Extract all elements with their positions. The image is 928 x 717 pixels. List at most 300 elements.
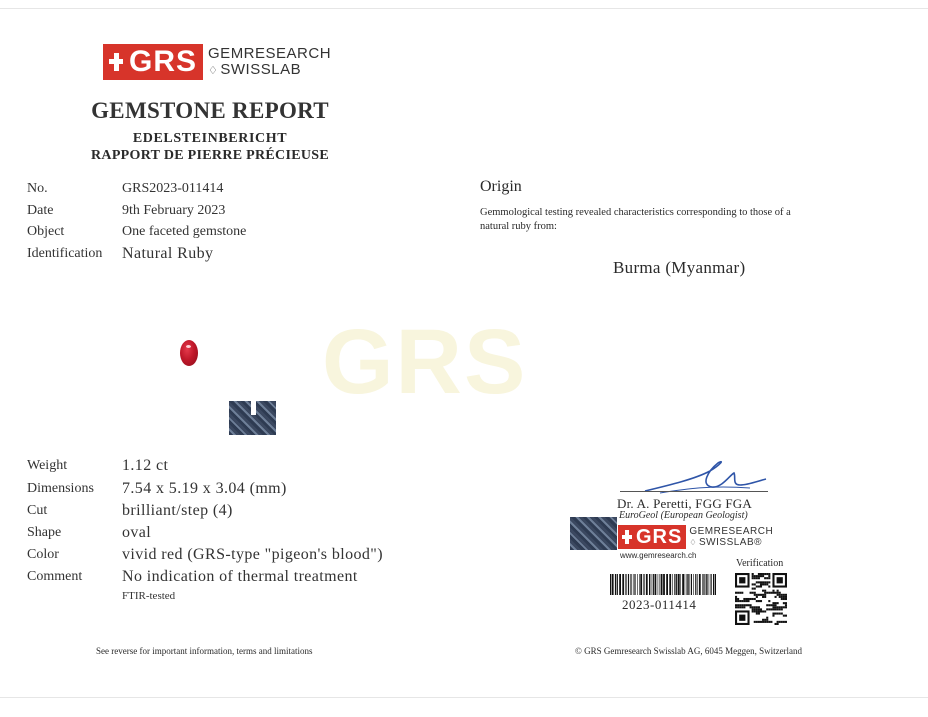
qr-module (772, 615, 774, 617)
qr-module (754, 610, 756, 612)
barcode-bar (634, 574, 635, 595)
barcode-bar (706, 574, 707, 595)
barcode-bar (637, 574, 638, 595)
barcode (610, 574, 716, 595)
barcode-bar (640, 574, 642, 595)
qr-module (772, 608, 774, 610)
origin-text: Gemmological testing revealed characteristics corresponding to those of a natural ruby from: (480, 207, 791, 232)
qr-module (785, 604, 787, 606)
logo-brand-small: GRS (636, 526, 683, 548)
qr-module (756, 577, 758, 579)
qr-module (768, 600, 770, 602)
qr-module (772, 613, 774, 615)
qr-module (756, 610, 758, 612)
diamond-icon-small: ♢ (689, 538, 698, 547)
barcode-bar (643, 574, 644, 595)
barcode-bar (703, 574, 704, 595)
qr-module (739, 600, 741, 602)
qr-module (775, 606, 777, 608)
barcode-bar (660, 574, 661, 595)
barcode-bar (713, 574, 714, 595)
qr-module (764, 581, 766, 583)
qr-module (758, 594, 760, 596)
qr-module (756, 594, 758, 596)
qr-module (762, 594, 764, 596)
qr-module (785, 598, 787, 600)
detail-label-no: No. (27, 181, 48, 196)
spec-value-cut: brilliant/step (4) (122, 502, 233, 519)
barcode-bar (678, 574, 680, 595)
qr-module (735, 600, 737, 602)
qr-module (737, 606, 739, 608)
qr-module (745, 604, 747, 606)
qr-module (739, 606, 741, 608)
qr-module (779, 596, 781, 598)
signatory-name: Dr. A. Peretti, FGG FGA (617, 496, 752, 511)
qr-module (766, 608, 768, 610)
qr-module (739, 592, 741, 594)
qr-module (752, 598, 754, 600)
qr-module (758, 600, 760, 602)
qr-module (752, 577, 754, 579)
qr-module (783, 615, 785, 617)
logo-badge (103, 44, 203, 80)
qr-module (750, 598, 752, 600)
qr-module (768, 621, 770, 623)
detail-label-identification: Identification (27, 246, 103, 261)
qr-module (743, 598, 745, 600)
qr-module (760, 581, 762, 583)
qr-module (754, 577, 756, 579)
qr-module (779, 606, 781, 608)
qr-module (739, 604, 741, 606)
barcode-number: 2023-011414 (622, 597, 697, 612)
qr-module (750, 604, 752, 606)
barcode-bar (674, 574, 675, 595)
qr-module (777, 608, 779, 610)
qr-module (766, 583, 768, 585)
qr-module (752, 608, 754, 610)
detail-label-date: Date (27, 203, 54, 218)
ruby-highlight (186, 345, 191, 348)
detail-value-date: 9th February 2023 (122, 203, 226, 218)
qr-module (781, 598, 783, 600)
qr-module (781, 606, 783, 608)
qr-module (785, 594, 787, 596)
qr-module (772, 590, 774, 592)
qr-module (758, 608, 760, 610)
barcode-bar (655, 574, 657, 595)
qr-module (760, 600, 762, 602)
detail-label-object: Object (27, 224, 65, 239)
qr-module (756, 600, 758, 602)
barcode-bar (702, 574, 703, 595)
qr-module (741, 606, 743, 608)
qr-module (754, 598, 756, 600)
barcode-bar (617, 574, 618, 595)
qr-module (756, 575, 758, 577)
barcode-bar (612, 574, 614, 595)
qr-module (750, 592, 752, 594)
qr-module (779, 608, 781, 610)
qr-module (783, 621, 785, 623)
logo-small-line2: SWISSLAB® (699, 537, 763, 548)
qr-module (735, 598, 737, 600)
qr-module (768, 573, 770, 575)
signature-line (620, 491, 768, 492)
verification-qr-code[interactable] (735, 573, 787, 625)
barcode-bar (633, 574, 634, 595)
qr-module (770, 592, 772, 594)
qr-module (785, 606, 787, 608)
qr-module (754, 608, 756, 610)
qr-module (764, 592, 766, 594)
qr-module (756, 621, 758, 623)
qr-module (762, 621, 764, 623)
barcode-bar (658, 574, 659, 595)
barcode-bar (707, 574, 708, 595)
qr-module (775, 604, 777, 606)
qr-module (775, 623, 777, 625)
qr-module (768, 604, 770, 606)
qr-module (762, 573, 764, 575)
qr-module (777, 602, 779, 604)
qr-module (764, 619, 766, 621)
qr-module (770, 621, 772, 623)
qr-module (766, 581, 768, 583)
qr-module (756, 613, 758, 615)
qr-module (741, 604, 743, 606)
barcode-bar (695, 574, 696, 595)
barcode-bar (661, 574, 663, 595)
qr-module (754, 621, 756, 623)
qr-module (756, 608, 758, 610)
qr-module (760, 583, 762, 585)
qr-module (768, 585, 770, 587)
qr-module (762, 610, 764, 612)
qr-module (766, 577, 768, 579)
qr-module (781, 594, 783, 596)
spec-label-color: Color (27, 547, 59, 562)
qr-module (775, 602, 777, 604)
barcode-bar (699, 574, 701, 595)
qr-module (768, 575, 770, 577)
qr-module (785, 615, 787, 617)
hologram-sticker-small (570, 517, 617, 550)
qr-module (777, 590, 779, 592)
barcode-bar (639, 574, 640, 595)
qr-module (781, 621, 783, 623)
qr-module (739, 615, 745, 621)
qr-module (754, 575, 756, 577)
logo-small-line2-wrap (689, 537, 773, 548)
qr-module (745, 598, 747, 600)
qr-module (777, 594, 779, 596)
qr-module (760, 585, 762, 587)
qr-module (779, 613, 781, 615)
qr-module (735, 604, 737, 606)
diamond-icon: ♢ (208, 64, 219, 77)
qr-module (754, 583, 756, 585)
qr-module (752, 610, 754, 612)
qr-module (772, 602, 774, 604)
report-title: GEMSTONE REPORT (91, 98, 329, 123)
qr-module (764, 577, 766, 579)
qr-module (737, 600, 739, 602)
qr-module (758, 606, 760, 608)
qr-module (766, 604, 768, 606)
qr-module (754, 592, 756, 594)
qr-module (762, 590, 764, 592)
barcode-bar (697, 574, 698, 595)
qr-module (777, 621, 779, 623)
bottom-edge-line (0, 697, 928, 698)
origin-heading: Origin (480, 178, 522, 195)
spec-label-dimensions: Dimensions (27, 481, 94, 496)
qr-module (783, 596, 785, 598)
logo-line2-wrap (208, 62, 331, 79)
qr-module (750, 606, 752, 608)
barcode-bar (669, 574, 671, 595)
footer-copyright: © GRS Gemresearch Swisslab AG, 6045 Meggen, Switzerland (575, 646, 803, 656)
barcode-bar (653, 574, 654, 595)
qr-module (766, 573, 768, 575)
barcode-bar (704, 574, 705, 595)
qr-module (768, 592, 770, 594)
barcode-bar (688, 574, 689, 595)
qr-module (762, 581, 764, 583)
spec-value-comment: No indication of thermal treatment (122, 568, 358, 585)
qr-module (756, 585, 758, 587)
logo-badge-small (618, 525, 686, 549)
qr-module (739, 577, 745, 583)
qr-module (756, 606, 758, 608)
barcode-bar (685, 574, 686, 595)
barcode-bar (619, 574, 621, 595)
qr-module (768, 581, 770, 583)
qr-module (747, 598, 749, 600)
barcode-bar (622, 574, 624, 595)
barcode-bar (666, 574, 668, 595)
barcode-bar (682, 574, 684, 595)
qr-module (762, 596, 764, 598)
qr-module (775, 592, 777, 594)
qr-module (762, 575, 764, 577)
qr-module (764, 596, 766, 598)
qr-module (779, 594, 781, 596)
qr-module (741, 600, 743, 602)
barcode-bar (709, 574, 710, 595)
barcode-bar (711, 574, 712, 595)
qr-module (775, 613, 777, 615)
spec-label-weight: Weight (27, 458, 68, 473)
qr-module (766, 617, 768, 619)
qr-module (752, 588, 754, 590)
qr-module (764, 621, 766, 623)
spec-label-shape: Shape (27, 525, 62, 540)
qr-module (772, 606, 774, 608)
spec-value-shape: oval (122, 524, 152, 541)
qr-module (783, 598, 785, 600)
qr-module (752, 573, 754, 575)
qr-module (754, 606, 756, 608)
logo-line1: GEMRESEARCH (208, 44, 332, 62)
qr-module (743, 600, 745, 602)
barcode-bar (693, 574, 694, 595)
qr-module (752, 575, 754, 577)
qr-module (770, 608, 772, 610)
qr-module (783, 602, 785, 604)
qr-module (760, 610, 762, 612)
qr-module (783, 606, 785, 608)
qr-module (785, 596, 787, 598)
qr-module (760, 608, 762, 610)
qr-module (783, 594, 785, 596)
qr-module (760, 621, 762, 623)
qr-module (785, 602, 787, 604)
swiss-cross-icon (103, 44, 129, 80)
qr-module (781, 613, 783, 615)
qr-module (758, 621, 760, 623)
barcode-bar (687, 574, 688, 595)
barcode-bar (646, 574, 648, 595)
spec-label-comment: Comment (27, 569, 83, 584)
qr-module (779, 592, 781, 594)
barcode-bar (651, 574, 652, 595)
ruby-image (180, 340, 198, 366)
qr-module (762, 619, 764, 621)
qr-module (764, 610, 766, 612)
logo-small-line1: GEMRESEARCH (689, 526, 774, 537)
qr-module (752, 592, 754, 594)
qr-module (760, 573, 762, 575)
qr-module (741, 592, 743, 594)
barcode-bar (635, 574, 636, 595)
barcode-bar (676, 574, 677, 595)
barcode-bar (610, 574, 611, 595)
qr-module (770, 604, 772, 606)
qr-module (777, 592, 779, 594)
report-subtitle-de: EDELSTEINBERICHT (132, 131, 288, 146)
qr-module (772, 592, 774, 594)
grs-logo-small (618, 525, 773, 549)
qr-module (743, 604, 745, 606)
qr-module (777, 623, 779, 625)
qr-module (775, 596, 777, 598)
barcode-bar (680, 574, 681, 595)
qr-module (762, 583, 764, 585)
ftir-note: FTIR-tested (122, 590, 176, 602)
logo-wordmark (208, 46, 331, 79)
qr-module (758, 573, 760, 575)
logo-brand: GRS (129, 45, 198, 78)
qr-module (781, 608, 783, 610)
qr-module (760, 594, 762, 596)
website-url: www.gemresearch.ch (620, 551, 697, 560)
qr-module (758, 575, 760, 577)
qr-module (766, 621, 768, 623)
qr-module (777, 606, 779, 608)
qr-module (764, 590, 766, 592)
spec-value-color: vivid red (GRS-type "pigeon's blood") (122, 546, 383, 563)
detail-value-no: GRS2023-011414 (122, 181, 224, 196)
qr-module (764, 594, 766, 596)
qr-module (747, 600, 749, 602)
barcode-bar (630, 574, 631, 595)
barcode-bar (691, 574, 692, 595)
qr-module (758, 585, 760, 587)
qr-module (735, 596, 737, 598)
grs-logo (103, 44, 331, 80)
qr-module (764, 573, 766, 575)
barcode-bar (628, 574, 629, 595)
qr-module (747, 604, 749, 606)
qr-module (735, 592, 737, 594)
qr-module (758, 610, 760, 612)
qr-module (758, 577, 760, 579)
barcode-bar (672, 574, 673, 595)
top-edge-line (0, 8, 928, 9)
qr-module (772, 604, 774, 606)
qr-module (756, 581, 758, 583)
qr-module (785, 621, 787, 623)
qr-module (737, 604, 739, 606)
qr-module (735, 606, 737, 608)
spec-label-cut: Cut (27, 503, 48, 518)
detail-value-identification: Natural Ruby (122, 245, 214, 262)
qr-module (737, 598, 739, 600)
qr-module (754, 594, 756, 596)
qr-module (775, 608, 777, 610)
logo-wordmark-small (689, 526, 773, 548)
qr-module (768, 608, 770, 610)
qr-module (766, 619, 768, 621)
qr-module (743, 606, 745, 608)
qr-module (745, 600, 747, 602)
qr-module (737, 592, 739, 594)
barcode-bar (615, 574, 616, 595)
spec-value-weight: 1.12 ct (122, 457, 169, 474)
signatory-title: EuroGeol (European Geologist) (619, 510, 748, 521)
qr-module (764, 583, 766, 585)
barcode-bar (625, 574, 626, 595)
barcode-bar (649, 574, 650, 595)
logo-line2: SWISSLAB (220, 60, 302, 78)
qr-module (752, 606, 754, 608)
qr-module (777, 577, 783, 583)
qr-module (779, 621, 781, 623)
barcode-bar (715, 574, 716, 595)
qr-module (768, 577, 770, 579)
spec-value-dimensions: 7.54 x 5.19 x 3.04 (mm) (122, 480, 287, 497)
qr-module (754, 588, 756, 590)
origin-value: Burma (Myanmar) (613, 258, 746, 277)
qr-module (781, 596, 783, 598)
qr-module (777, 613, 779, 615)
verification-label: Verification (736, 558, 784, 569)
hologram-notch (251, 401, 256, 415)
qr-module (752, 583, 754, 585)
qr-module (758, 581, 760, 583)
qr-module (758, 613, 760, 615)
report-subtitle-fr: RAPPORT DE PIERRE PRÉCIEUSE (91, 148, 329, 163)
qr-module (756, 596, 758, 598)
barcode-bar (663, 574, 665, 595)
grs-watermark: GRS (322, 311, 528, 413)
swiss-cross-icon-small (618, 525, 636, 549)
footer-disclaimer: See reverse for important information, terms and limitations (96, 646, 313, 656)
detail-value-object: One faceted gemstone (122, 224, 247, 239)
